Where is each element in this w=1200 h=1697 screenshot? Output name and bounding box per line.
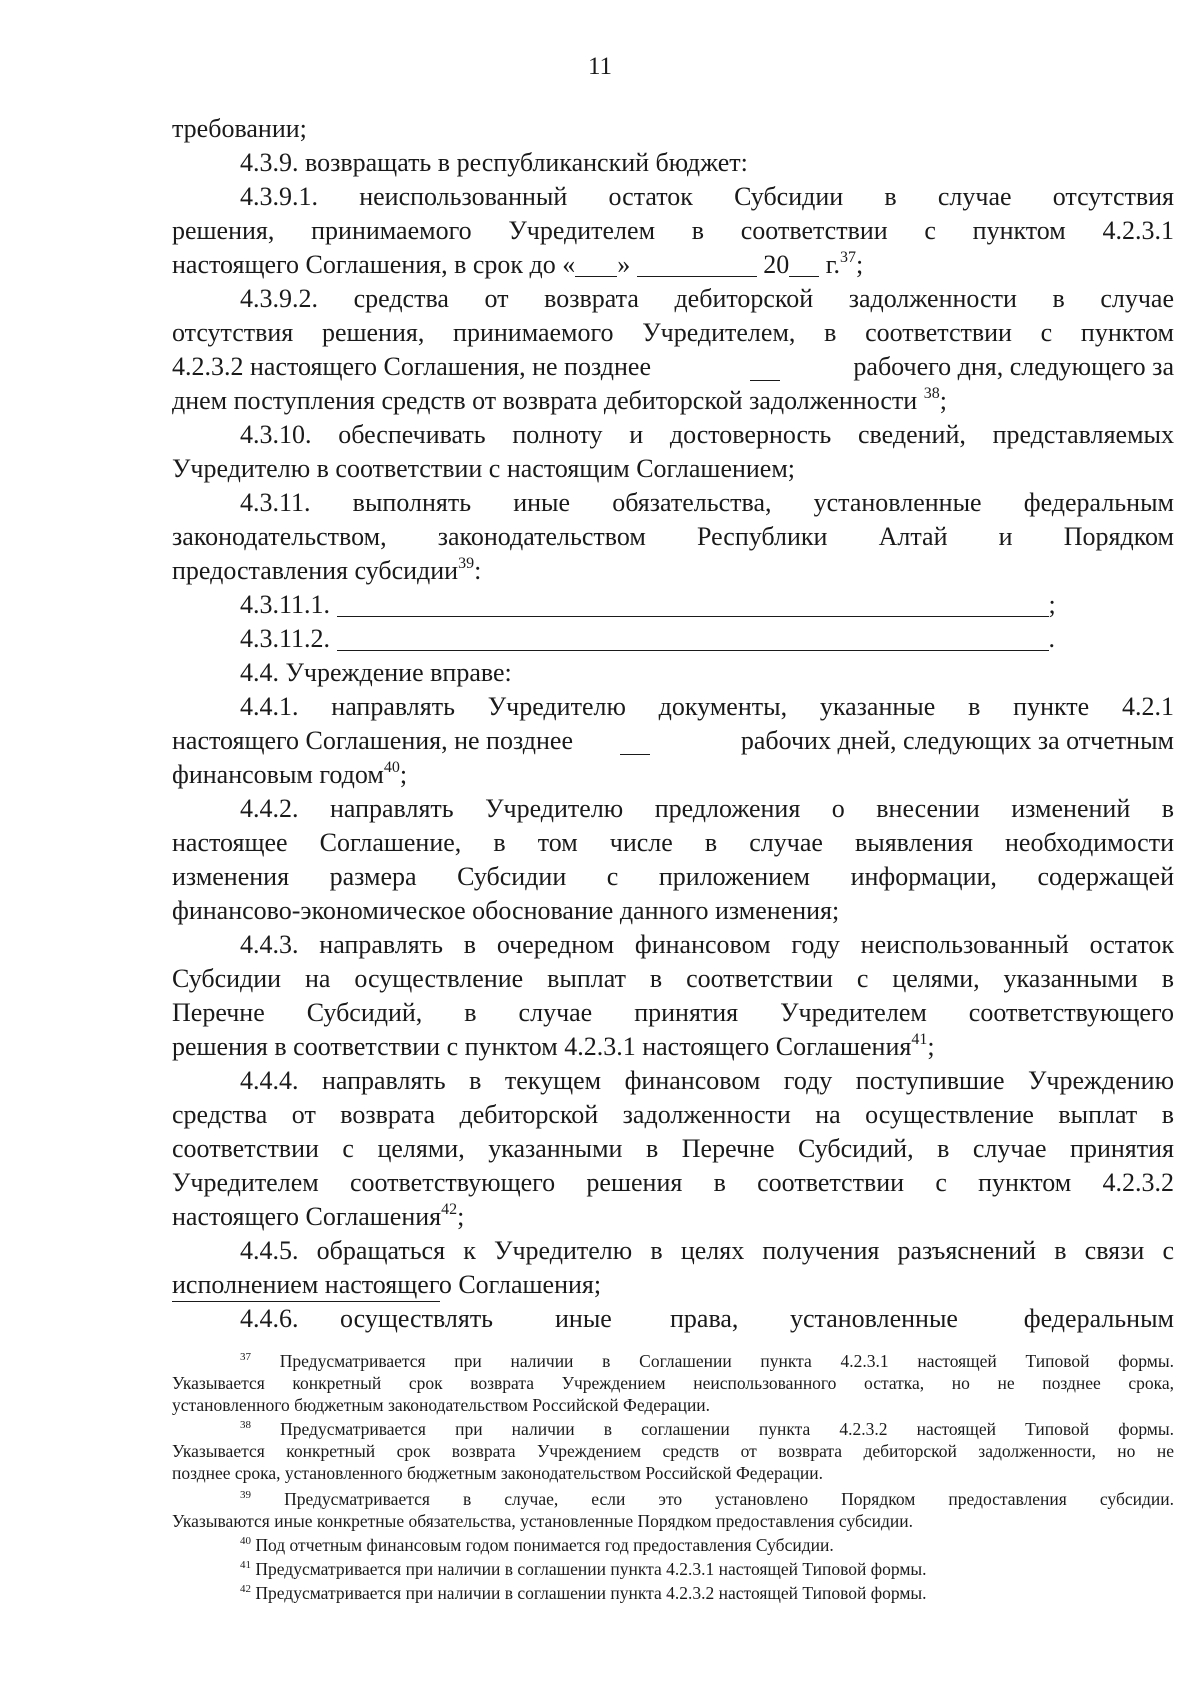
footnote-number: 37 [240, 1351, 251, 1363]
text-line-with-date-blank [172, 248, 1174, 282]
footnote-ref-40: 40 [383, 759, 400, 776]
blank-year-field [789, 250, 819, 277]
text-span: предоставления субсидии [172, 556, 459, 585]
footnote-text: Предусматривается в случае, если это установлено Порядком предоставления субсидии. [284, 1489, 1174, 1509]
page-number: 11 [587, 53, 613, 80]
blank-day-field [575, 250, 617, 277]
clause-4-3-9: 4.3.9. возвращать в республиканский бюджет: [240, 148, 748, 177]
text-span: ; [457, 1202, 465, 1231]
footnote-text: Предусматривается при наличии в соглашении пункта 4.2.3.1 настоящей Типовой формы. [255, 1559, 927, 1579]
text-span: 20 [763, 250, 790, 279]
text-span: : [474, 556, 482, 585]
footnote-ref-41: 41 [911, 1031, 928, 1048]
text-line [172, 384, 1174, 418]
footnote-38 [240, 1418, 1174, 1440]
text-span: » [617, 250, 631, 279]
text-line: Учредителем соответствующего решения в соответствии с пунктом 4.2.3.2 [172, 1168, 1174, 1197]
clause-4-4-2: 4.4.2. направлять Учредителю предложения о внесении изменений в [240, 794, 1174, 823]
text-span: финансовым годом [172, 760, 384, 789]
footnote-separator [172, 1301, 440, 1302]
footnote-line: Указывается конкретный срок возврата Учреждением неиспользованного остатка, но не позднее срока, [172, 1373, 1174, 1393]
footnote-text: Предусматривается при наличии в соглашении пункта 4.2.3.2 настоящей Типовой формы. [255, 1583, 927, 1603]
text-line: законодательством, законодательством Республики Алтай и Порядком [172, 522, 1174, 551]
text-line: финансово-экономическое обоснование данного изменения; [172, 896, 840, 925]
footnote-ref-39: 39 [458, 555, 475, 572]
footnote-text: Под отчетным финансовым годом понимается год предоставления Субсидии. [255, 1535, 834, 1555]
text-span: ; [856, 250, 864, 279]
text-word: иные [555, 1304, 612, 1333]
clause-4-4: 4.4. Учреждение вправе: [240, 658, 512, 687]
footnote-ref-37: 37 [840, 249, 857, 266]
text-line [172, 758, 1174, 792]
footnote-number: 42 [240, 1583, 251, 1595]
clause-4-4-3: 4.4.3. направлять в очередном финансовом году неиспользованный остаток [240, 930, 1174, 959]
text-span: ; [399, 760, 408, 789]
text-word: установленные [790, 1304, 958, 1333]
text-span: 4.3.11.2. [240, 624, 331, 653]
text-line: Субсидии на осуществление выплат в соответствии с целями, указанными в [172, 964, 1174, 993]
clause-4-4-5: 4.4.5. обращаться к Учредителю в целях получения разъяснений в связи с [240, 1236, 1174, 1265]
text-span: рабочих дней, следующих за отчетным [740, 726, 1174, 755]
footnote-line: установленного бюджетным законодательством Российской Федерации. [172, 1395, 711, 1415]
text-line: изменения размера Субсидии с приложением информации, содержащей [172, 862, 1174, 891]
footnote-42 [240, 1582, 1174, 1604]
footnote-line: Указываются иные конкретные обязательства, установленные Порядком предоставления субсидии. [172, 1511, 914, 1531]
footnote-number: 41 [240, 1559, 251, 1571]
text-span: решения в соответствии с пунктом 4.2.3.1 настоящего Соглашения [172, 1032, 912, 1061]
blank-obligation-field [337, 590, 1049, 617]
text-line: Учредителю в соответствии с настоящим Соглашением; [172, 454, 796, 483]
text-line: средства от возврата дебиторской задолженности на осуществление выплат в [172, 1100, 1174, 1129]
clause-4-4-1: 4.4.1. направлять Учредителю документы, указанные в пункте 4.2.1 [240, 692, 1174, 721]
clause-4-3-10: 4.3.10. обеспечивать полноту и достоверность сведений, представляемых [240, 420, 1174, 449]
blank-obligation-field [337, 624, 1049, 651]
text-line: исполнением настоящего Соглашения; [172, 1270, 602, 1299]
text-span: ; [939, 386, 947, 415]
text-span: г. [825, 250, 841, 279]
clause-4-3-11-2 [240, 622, 1174, 656]
text-span: ; [1048, 590, 1056, 619]
footnote-line: позднее срока, установленного бюджетным законодательством Российской Федерации. [172, 1463, 823, 1483]
text-line: соответствии с целями, указанными в Перечне Субсидий, в случае принятия [172, 1134, 1174, 1163]
clause-4-3-11-1 [240, 588, 1174, 622]
footnote-39 [240, 1488, 1174, 1510]
footnote-41 [240, 1558, 1174, 1580]
text-line: настоящее Соглашение, в том числе в случае выявления необходимости [172, 828, 1174, 857]
footnote-text: Предусматривается при наличии в Соглашении пункта 4.2.3.1 настоящей Типовой формы. [279, 1351, 1175, 1371]
footnote-ref-38: 38 [923, 385, 940, 402]
clause-4-3-11: 4.3.11. выполнять иные обязательства, установленные федеральным [240, 488, 1174, 517]
text-span: днем поступления средств от возврата дебиторской задолженности [172, 386, 918, 415]
clause-4-3-9-2: 4.3.9.2. средства от возврата дебиторской задолженности в случае [240, 284, 1174, 313]
footnote-text: Предусматривается при наличии в соглашении пункта 4.2.3.2 настоящей Типовой формы. [280, 1419, 1175, 1439]
text-line: Перечне Субсидий, в случае принятия Учредителем соответствующего [172, 998, 1174, 1027]
footnote-number: 39 [240, 1489, 251, 1501]
text-line: отсутствия решения, принимаемого Учредителем, в соответствии с пунктом [172, 318, 1174, 347]
text-word: федеральным [1023, 1304, 1174, 1333]
text-line: решения, принимаемого Учредителем в соответствии с пунктом 4.2.3.1 [172, 216, 1174, 245]
blank-days-field [750, 354, 780, 381]
text-word: права, [670, 1304, 739, 1333]
footnote-ref-42: 42 [441, 1201, 458, 1218]
blank-month-field [637, 250, 757, 277]
text-line [172, 1200, 1174, 1234]
clause-4-3-9-1: 4.3.9.1. неиспользованный остаток Субсидии в случае отсутствия [240, 182, 1174, 211]
text-span: 4.2.3.2 настоящего Соглашения, не позднее [172, 352, 651, 381]
footnote-37 [240, 1350, 1174, 1372]
text-span: ; [927, 1032, 935, 1061]
text-span: настоящего Соглашения [172, 1202, 442, 1231]
text-span: настоящего Соглашения, в срок до « [172, 250, 576, 279]
text-line [172, 554, 1174, 588]
text-word: 4.4.6. [240, 1304, 299, 1333]
footnote-number: 40 [240, 1535, 251, 1547]
text-span: . [1048, 624, 1056, 653]
footnote-number: 38 [240, 1419, 251, 1431]
clause-4-4-4: 4.4.4. направлять в текущем финансовом году поступившие Учреждению [240, 1066, 1174, 1095]
footnote-40 [240, 1534, 1174, 1556]
text-span: настоящего Соглашения, не позднее [172, 726, 573, 755]
text-span: рабочего дня, следующего за [853, 352, 1174, 381]
footnote-line: Указывается конкретный срок возврата Учреждением средств от возврата дебиторской задолженности, но не [172, 1441, 1174, 1461]
blank-days-field [620, 728, 650, 755]
text-line [172, 1030, 1174, 1064]
text-line: требовании; [172, 114, 307, 143]
text-span: 4.3.11.1. [240, 590, 331, 619]
text-word: осуществлять [340, 1304, 494, 1333]
